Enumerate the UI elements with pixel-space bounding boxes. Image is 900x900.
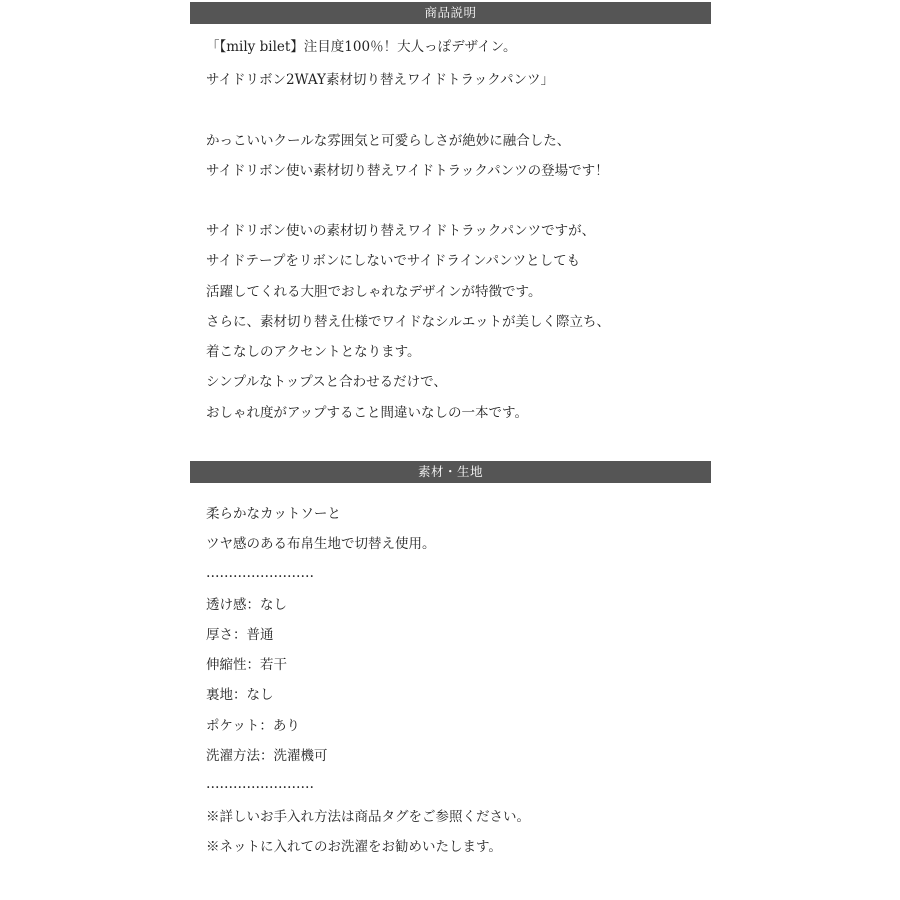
description-line: おしゃれ度がアップすること間違いなしの一本です。 — [206, 405, 528, 421]
section-header-material: 素材・生地 — [190, 461, 711, 483]
dotted-separator: …………………… — [206, 776, 314, 792]
description-line: かっこいいクールな雰囲気と可愛らしさが絶妙に融合した、 — [206, 133, 571, 149]
material-spec-pocket: ポケット：あり — [206, 718, 300, 734]
description-line: さらに、素材切り替え仕様でワイドなシルエットが美しく際立ち、 — [206, 314, 610, 330]
material-line: ツヤ感のある布帛生地で切替え使用。 — [206, 536, 436, 552]
material-spec-thickness: 厚さ：普通 — [206, 627, 274, 643]
description-line: 活躍してくれる大胆でおしゃれなデザインが特徴です。 — [206, 284, 542, 300]
care-note: ※詳しいお手入れ方法は商品タグをご参照ください。 — [206, 809, 530, 825]
description-line: 着こなしのアクセントとなります。 — [206, 344, 421, 360]
section-header-description: 商品説明 — [190, 2, 711, 24]
material-spec-transparency: 透け感：なし — [206, 597, 287, 613]
material-spec-washing: 洗濯方法：洗濯機可 — [206, 748, 328, 764]
description-line: サイドテープをリボンにしないでサイドラインパンツとしても — [206, 253, 581, 269]
description-line: サイドリボン使いの素材切り替えワイドトラックパンツですが、 — [206, 223, 596, 239]
material-spec-stretch: 伸縮性：若干 — [206, 657, 287, 673]
description-line: サイドリボン使い素材切り替えワイドトラックパンツの登場です！ — [206, 163, 609, 179]
dotted-separator: …………………… — [206, 565, 314, 581]
description-line: シンプルなトップスと合わせるだけで、 — [206, 374, 447, 390]
description-line: サイドリボン2WAY素材切り替えワイドトラックパンツ」 — [206, 72, 554, 88]
description-line: 「【mily bilet】注目度100％！大人っぽデザイン。 — [206, 39, 517, 55]
material-line: 柔らかなカットソーと — [206, 506, 341, 522]
material-spec-lining: 裏地：なし — [206, 687, 274, 703]
care-note: ※ネットに入れてのお洗濯をお勧めいたします。 — [206, 839, 502, 855]
